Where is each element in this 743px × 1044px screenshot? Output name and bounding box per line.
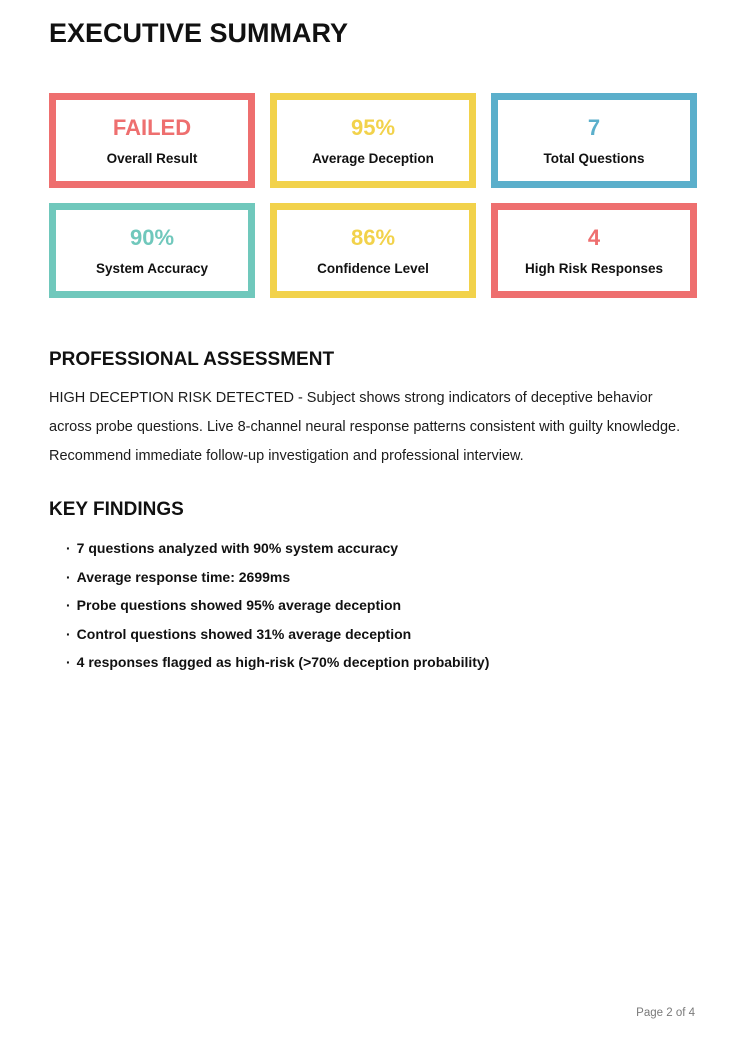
finding-item — [66, 654, 697, 670]
stat-value-high-risk-responses: 4 — [587, 224, 601, 250]
stats-grid — [49, 93, 697, 298]
bullet-icon: · — [66, 597, 71, 613]
stat-label-confidence-level: Confidence Level — [317, 260, 429, 276]
finding-text: 7 questions analyzed with 90% system accuracy — [76, 540, 399, 556]
page-title: EXECUTIVE SUMMARY — [49, 18, 349, 48]
stat-label-overall-result: Overall Result — [106, 150, 198, 166]
bullet-icon: · — [66, 654, 71, 670]
assessment-heading: PROFESSIONAL ASSESSMENT — [49, 349, 335, 370]
stat-card-total-questions — [491, 93, 697, 188]
stat-value-average-deception: 95% — [350, 114, 396, 140]
stat-label-high-risk-responses: High Risk Responses — [524, 260, 664, 276]
finding-text: Control questions showed 31% average deception — [76, 625, 412, 642]
bullet-icon: · — [66, 568, 71, 585]
bullet-icon: · — [66, 625, 71, 642]
stat-label-system-accuracy: System Accuracy — [95, 260, 209, 276]
page-number: Page 2 of 4 — [636, 1007, 695, 1019]
stat-card-confidence-level — [270, 203, 476, 298]
finding-text: Average response time: 2699ms — [76, 568, 291, 585]
finding-item — [66, 569, 697, 585]
finding-item — [66, 626, 697, 642]
finding-text: Probe questions showed 95% average deception — [76, 597, 402, 613]
stat-card-system-accuracy — [49, 203, 255, 298]
assessment-body: HIGH DECEPTION RISK DETECTED - Subject shows strong indicators of deceptive behavior across probe questions. Live 8-channel neural response patterns consistent with guilty knowledge. Recommend immediate follow-up investigation and professional interview. — [49, 390, 681, 464]
findings-heading: KEY FINDINGS — [49, 499, 184, 520]
stat-label-total-questions: Total Questions — [543, 150, 645, 166]
findings-list — [49, 540, 697, 670]
bullet-icon: · — [66, 540, 71, 556]
stat-value-system-accuracy: 90% — [129, 224, 175, 250]
finding-item — [66, 597, 697, 613]
stat-value-total-questions: 7 — [587, 114, 601, 140]
finding-text: 4 responses flagged as high-risk (>70% deception probability) — [76, 654, 490, 670]
stat-card-high-risk-responses — [491, 203, 697, 298]
stat-value-confidence-level: 86% — [350, 224, 396, 250]
stat-value-overall-result: FAILED — [112, 114, 192, 140]
stat-label-average-deception: Average Deception — [312, 150, 434, 166]
stat-card-overall-result — [49, 93, 255, 188]
finding-item — [66, 540, 697, 556]
stat-card-average-deception — [270, 93, 476, 188]
